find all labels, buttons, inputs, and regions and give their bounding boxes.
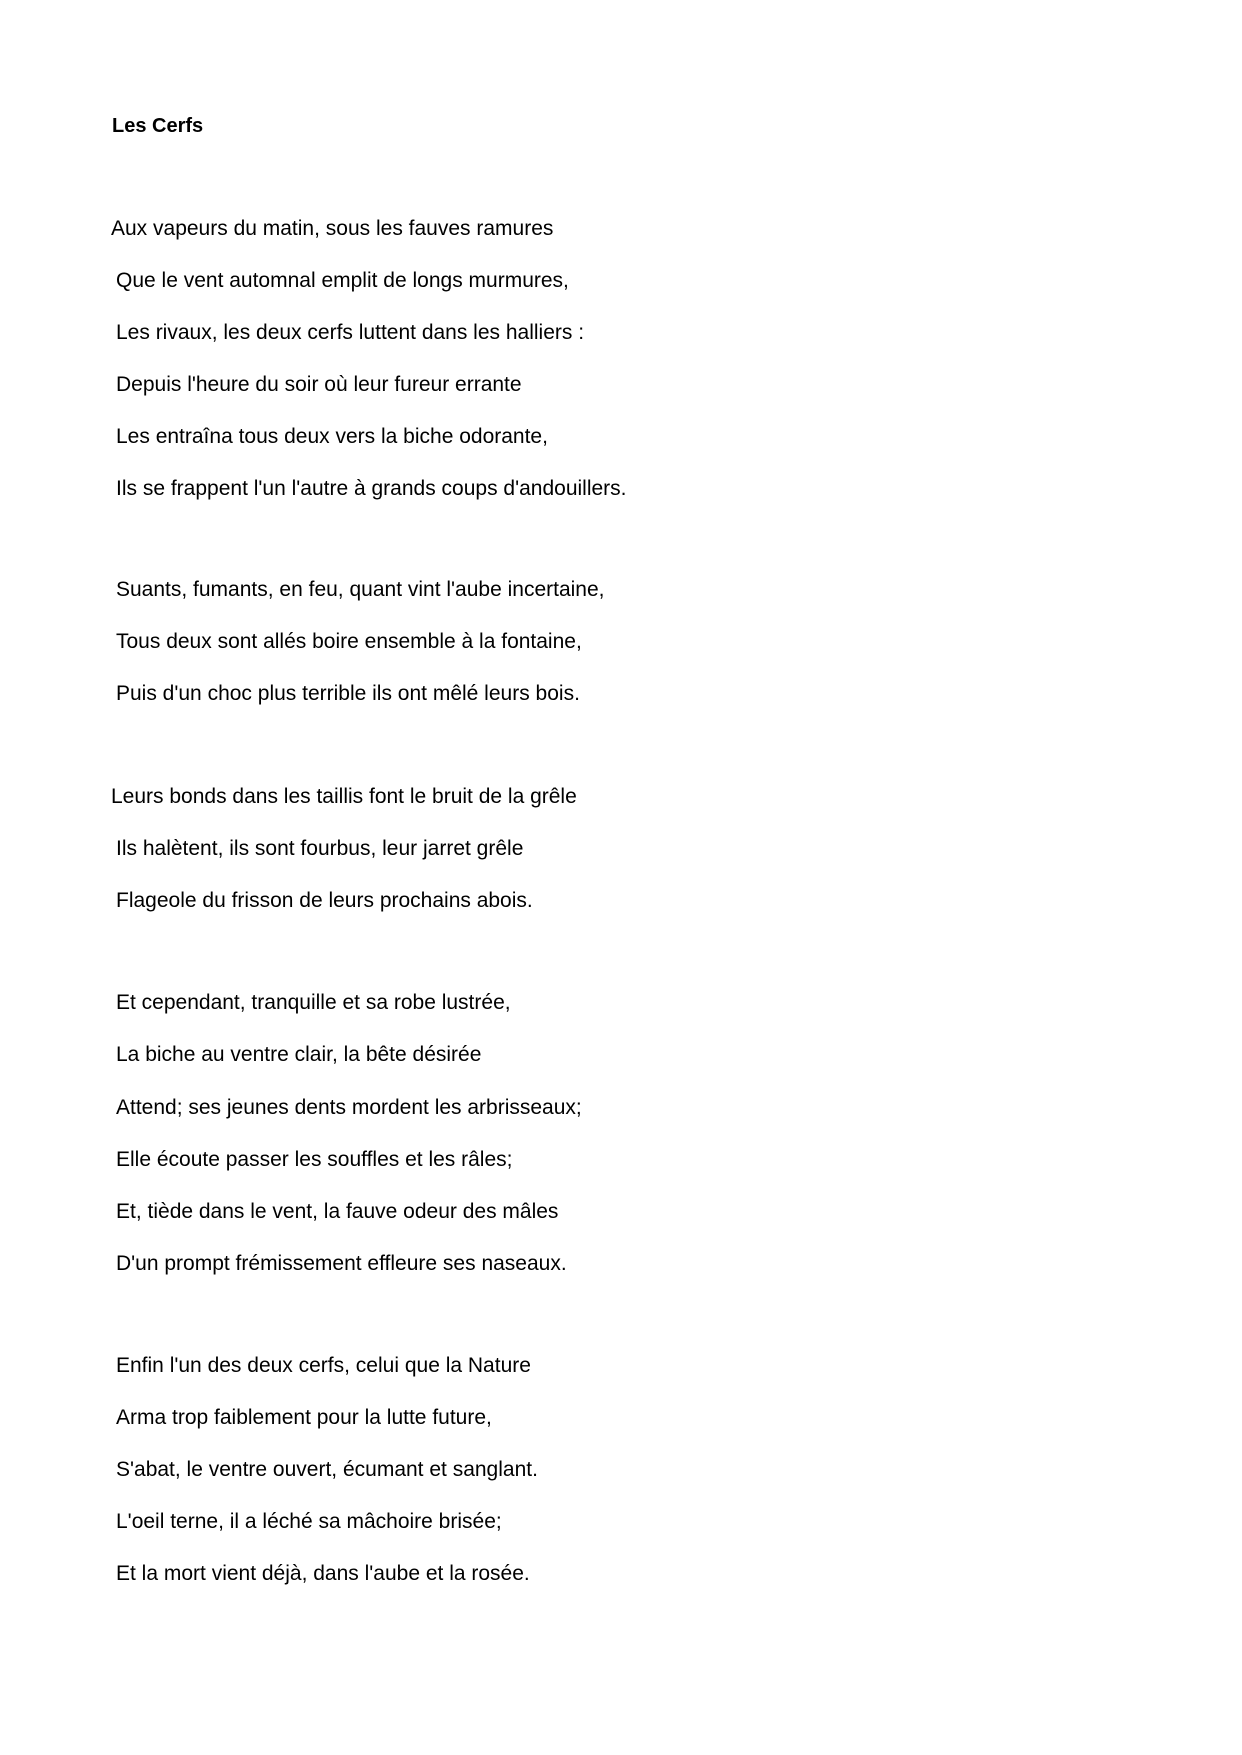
poem-line: Suants, fumants, en feu, quant vint l'aube incertaine, [116, 578, 605, 601]
poem-line: Depuis l'heure du soir où leur fureur errante [116, 373, 522, 396]
poem-line: Elle écoute passer les souffles et les râles; [116, 1148, 513, 1171]
poem-line: Et cependant, tranquille et sa robe lustrée, [116, 991, 511, 1014]
poem-line: S'abat, le ventre ouvert, écumant et sanglant. [116, 1458, 538, 1481]
poem-line: D'un prompt frémissement effleure ses naseaux. [116, 1252, 567, 1275]
poem-title: Les Cerfs [112, 115, 204, 137]
poem-line: Et, tiède dans le vent, la fauve odeur des mâles [116, 1200, 559, 1223]
poem-line: Aux vapeurs du matin, sous les fauves ramures [111, 217, 554, 240]
poem-line: Enfin l'un des deux cerfs, celui que la Nature [116, 1354, 531, 1377]
poem-line: Flageole du frisson de leurs prochains abois. [116, 889, 533, 912]
poem-line: Ils halètent, ils sont fourbus, leur jarret grêle [116, 837, 524, 860]
poem-line: Tous deux sont allés boire ensemble à la fontaine, [116, 630, 582, 653]
poem-line: Arma trop faiblement pour la lutte future, [116, 1406, 492, 1429]
poem-line: Les rivaux, les deux cerfs luttent dans les halliers : [116, 321, 585, 344]
poem-line: Que le vent automnal emplit de longs murmures, [116, 269, 569, 292]
poem-line: La biche au ventre clair, la bête désirée [116, 1043, 482, 1066]
poem-line: Attend; ses jeunes dents mordent les arbrisseaux; [116, 1096, 582, 1119]
poem-line: Puis d'un choc plus terrible ils ont mêlé leurs bois. [116, 682, 580, 705]
poem-line: L'oeil terne, il a léché sa mâchoire brisée; [116, 1510, 502, 1533]
poem-line: Ils se frappent l'un l'autre à grands coups d'andouillers. [116, 477, 627, 500]
poem-line: Et la mort vient déjà, dans l'aube et la rosée. [116, 1562, 530, 1585]
poem-line: Leurs bonds dans les taillis font le bruit de la grêle [111, 785, 577, 808]
poem-line: Les entraîna tous deux vers la biche odorante, [116, 425, 548, 448]
